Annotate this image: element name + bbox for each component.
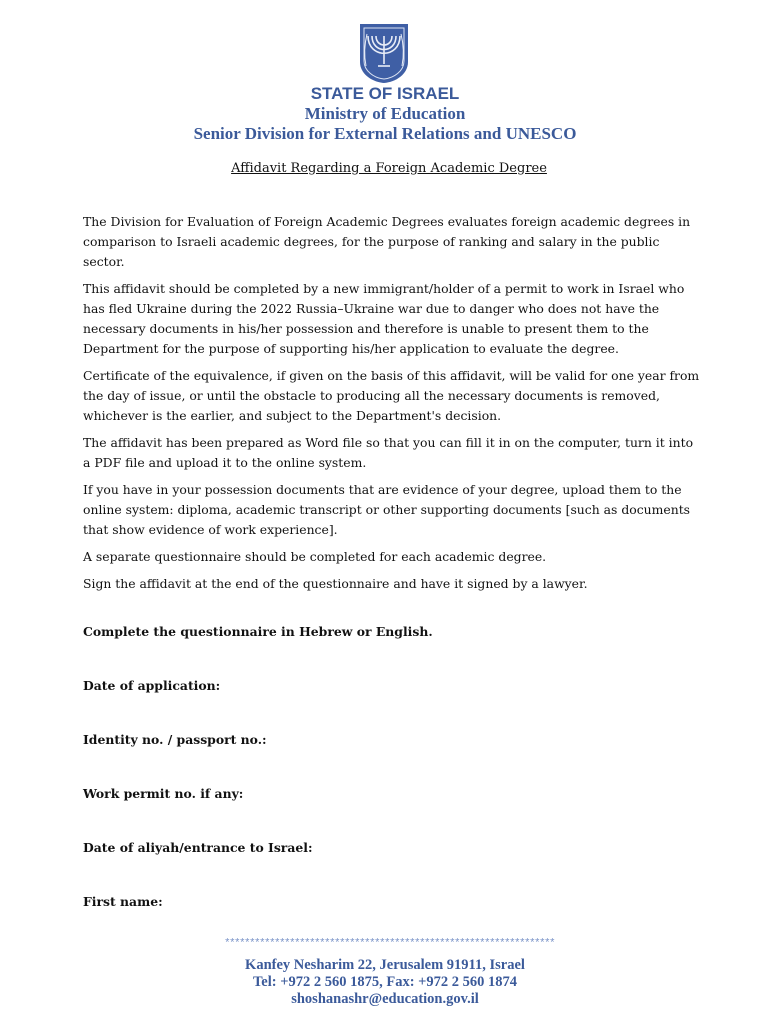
paragraph: This affidavit should be completed by a new immigrant/holder of a permit to work in Israel who has fled Ukraine during the 2022 Russia–Ukraine war due to danger who does not have the necessary documents in his/her possession and therefore is unable to present them to the Department for the purpose of supporting his/her application to evaluate the degree. (83, 281, 685, 356)
paragraph: A separate questionnaire should be completed for each academic degree. (83, 549, 547, 564)
document-title: Affidavit Regarding a Foreign Academic Degree (231, 161, 547, 176)
paragraph: Sign the affidavit at the end of the questionnaire and have it signed by a lawyer. (83, 576, 588, 591)
division-title: Senior Division for External Relations and UNESCO (193, 124, 577, 143)
paragraph: The affidavit has been prepared as Word file so that you can fill it in on the computer, turn it into a PDF file and upload it to the online system. (83, 435, 694, 470)
state-title: STATE OF ISRAEL (310, 84, 460, 103)
footer-address: Kanfey Nesharim 22, Jerusalem 91911, Israel (245, 957, 525, 973)
footer-divider: ****************************************************************** (223, 938, 555, 950)
instructions-body (83, 212, 703, 601)
work-permit-label: Work permit no. if any: (83, 786, 244, 801)
date-of-application-label: Date of application: (83, 678, 221, 693)
date-of-aliyah-label: Date of aliyah/entrance to Israel: (83, 840, 313, 855)
paragraph: The Division for Evaluation of Foreign Academic Degrees evaluates foreign academic degrees in comparison to Israeli academic degrees, for the purpose of ranking and salary in the public sector. (83, 214, 691, 269)
first-name-label: First name: (83, 894, 163, 909)
footer-email: shoshanashr@education.gov.il (291, 991, 479, 1007)
language-instruction: Complete the questionnaire in Hebrew or English. (83, 624, 433, 639)
paragraph: Certificate of the equivalence, if given on the basis of this affidavit, will be valid for one year from the day of issue, or until the obstacle to producing all the necessary documents is removed, whichever is the earlier, and subject to the Department's decision. (83, 368, 700, 423)
paragraph: If you have in your possession documents that are evidence of your degree, upload them to the online system: diploma, academic transcript or other supporting documents [such as documents that show evidence of work experience]. (83, 482, 691, 537)
identity-passport-label: Identity no. / passport no.: (83, 732, 267, 747)
ministry-title: Ministry of Education (304, 104, 466, 123)
footer-phone-fax: Tel: +972 2 560 1875, Fax: +972 2 560 1874 (252, 974, 518, 990)
state-of-israel-emblem-icon (356, 22, 412, 84)
